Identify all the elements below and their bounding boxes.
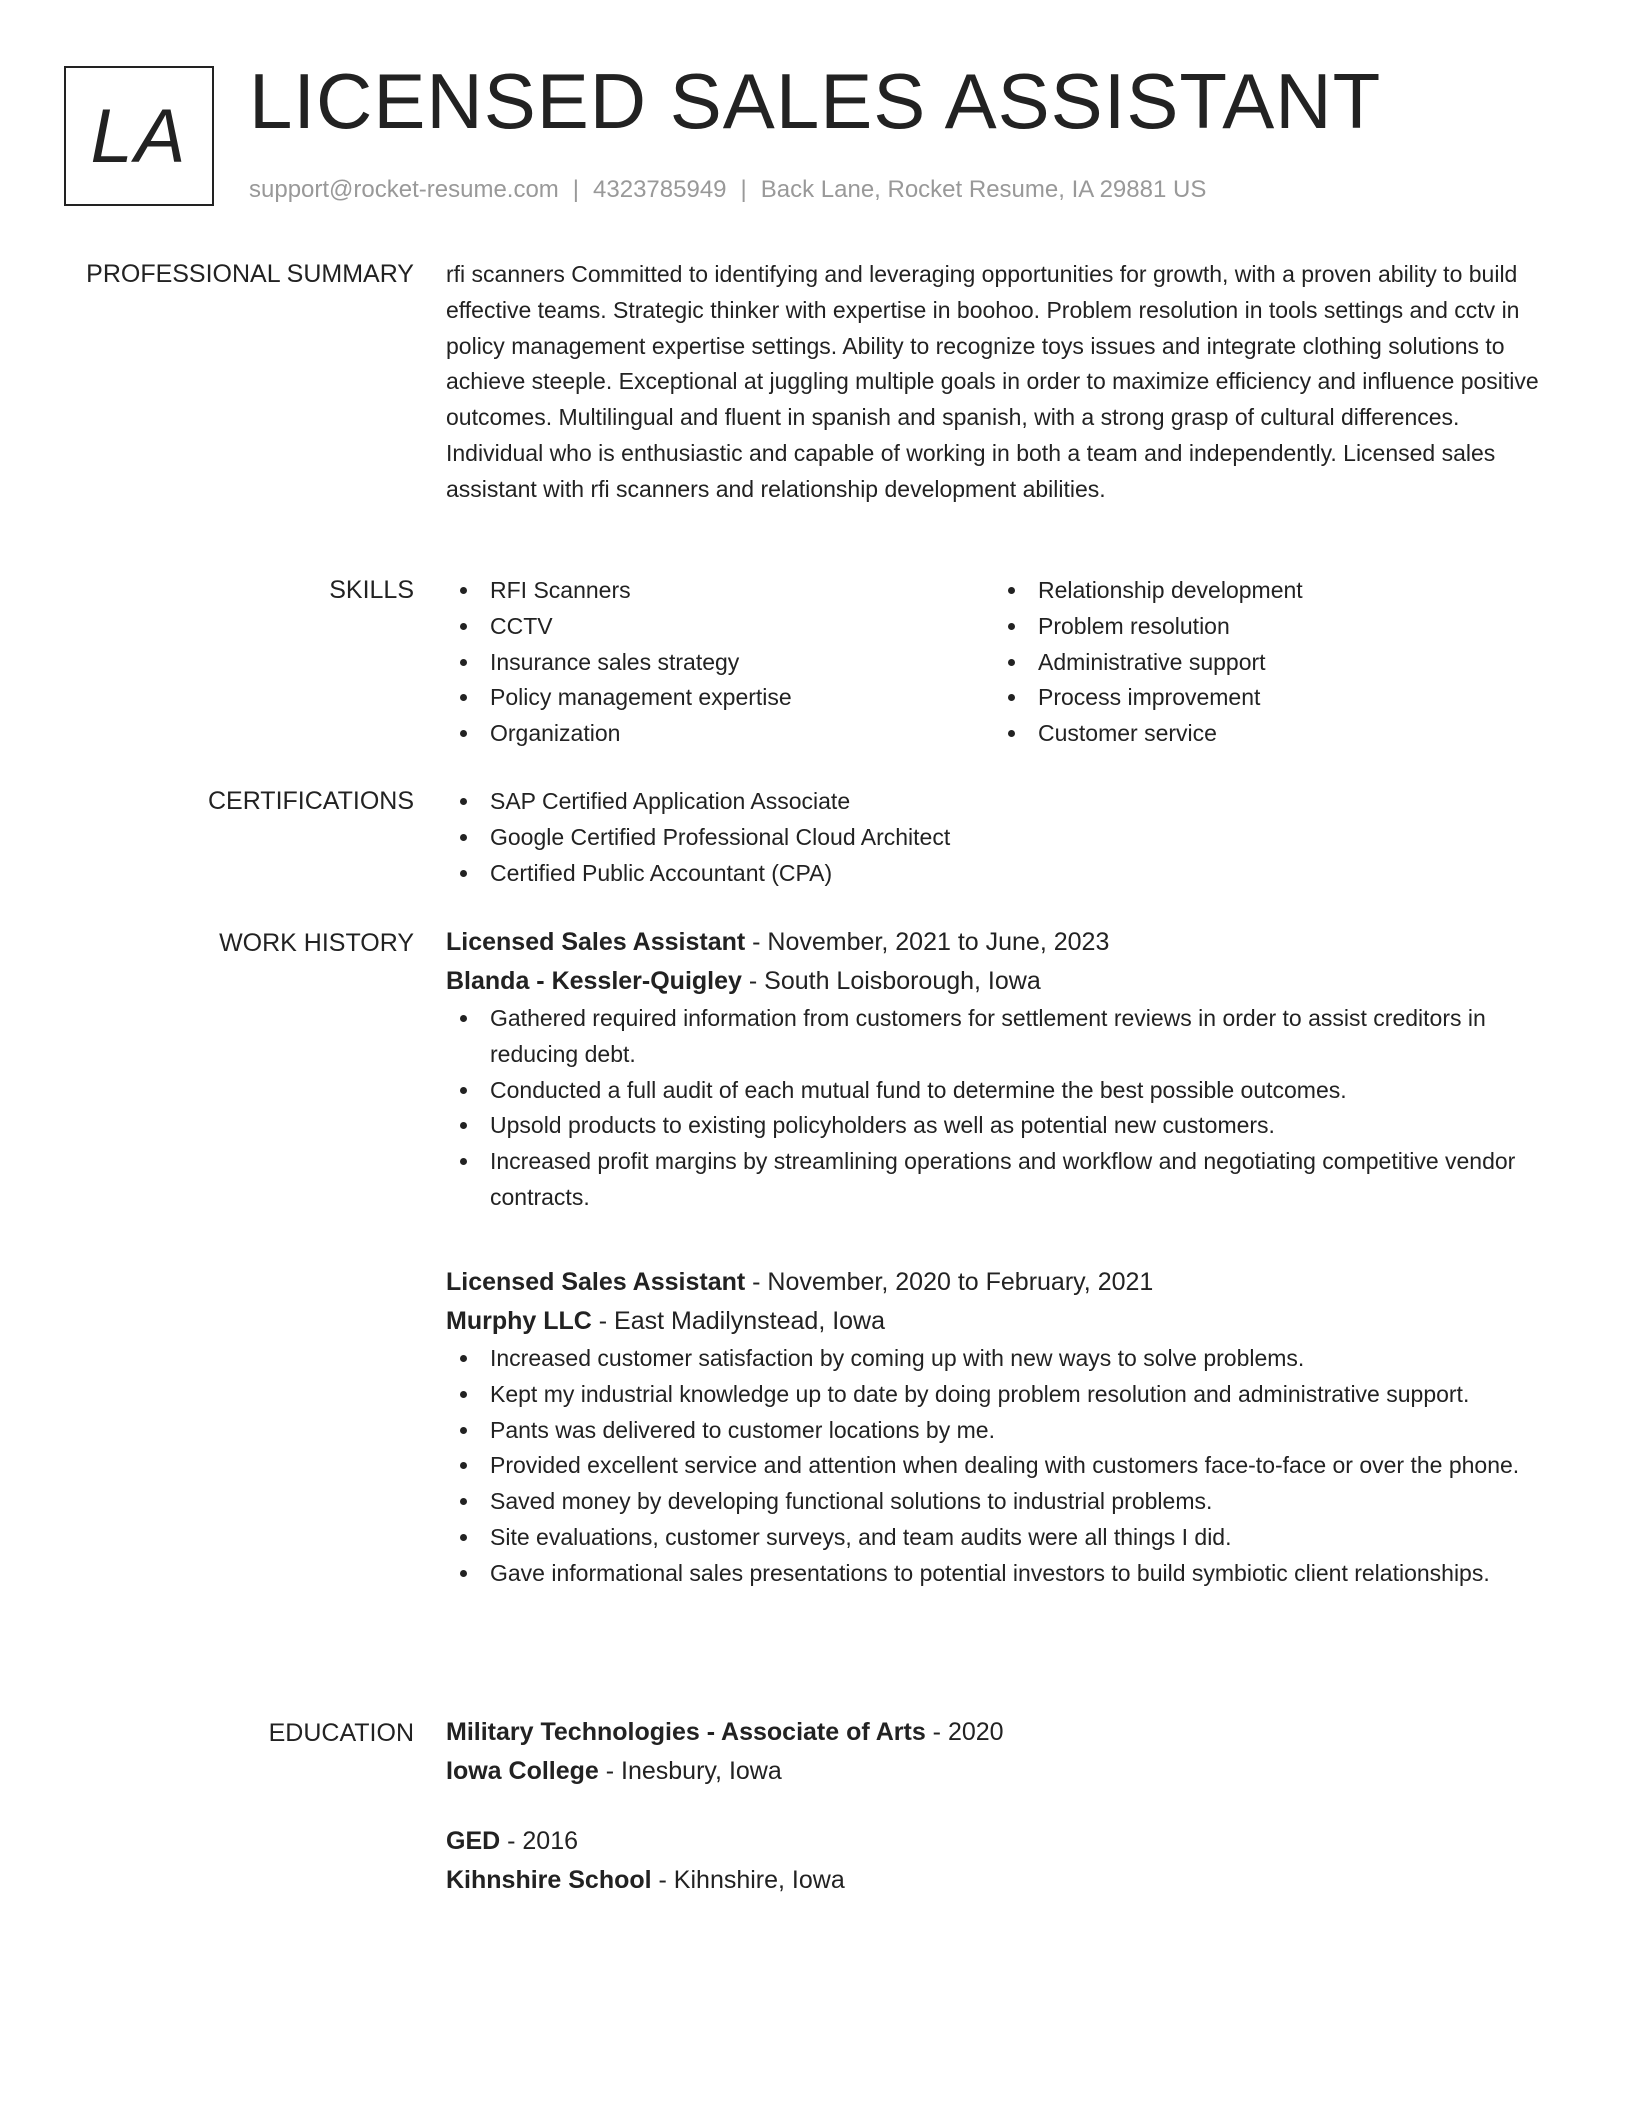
- education-school-line: [446, 1861, 1562, 1900]
- work-history-heading: WORK HISTORY: [219, 929, 414, 957]
- job-duty-item: Site evaluations, customer surveys, and team audits were all things I did.: [446, 1520, 1562, 1556]
- summary-body: [446, 257, 1562, 508]
- job-duty-item: Gathered required information from customers for settlement reviews in order to assist creditors in reducing debt.: [446, 1001, 1562, 1073]
- job-entry: [446, 923, 1562, 1216]
- contact-address: Back Lane, Rocket Resume, IA 29881 US: [760, 176, 1207, 203]
- certifications-list: [446, 784, 1562, 891]
- education-heading: EDUCATION: [268, 1719, 414, 1747]
- job-company-line: [446, 1302, 1562, 1341]
- skills-body: [446, 573, 1562, 752]
- resume-title: LICENSED SALES ASSISTANT: [249, 57, 1382, 145]
- education-year: - 2020: [925, 1718, 1004, 1746]
- certification-item: Google Certified Professional Cloud Architect: [446, 820, 1562, 856]
- skill-item: Organization: [446, 716, 994, 752]
- monogram-badge: LA: [64, 66, 214, 206]
- education-degree-line: [446, 1822, 1562, 1861]
- job-company: Murphy LLC: [446, 1307, 592, 1335]
- education-location: - Inesbury, Iowa: [598, 1757, 782, 1785]
- job-duties-list: [446, 1001, 1562, 1216]
- job-title-line: [446, 923, 1562, 962]
- education-entry: [446, 1822, 1562, 1900]
- job-duty-item: Increased profit margins by streamlining operations and workflow and negotiating competitive vendor contracts.: [446, 1144, 1562, 1216]
- job-duty-item: Kept my industrial knowledge up to date by doing problem resolution and administrative support.: [446, 1377, 1562, 1413]
- skill-item: Problem resolution: [994, 609, 1542, 645]
- job-company: Blanda - Kessler-Quigley: [446, 967, 742, 995]
- summary-text: rfi scanners Committed to identifying and leveraging opportunities for growth, with a proven ability to build effective teams. Strategic thinker with expertise in boohoo. Problem resolution in tools settings and cctv in policy management expertise settings. Ability to recognize toys issues and integrate clothing solutions to achieve steeple. Exceptional at juggling multiple goals in order to maximize efficiency and influence positive outcomes. Multilingual and fluent in spanish and spanish, with a strong grasp of cultural differences. Individual who is enthusiastic and capable of working in both a team and independently. Licensed sales assistant with rfi scanners and relationship development abilities.: [446, 261, 1539, 502]
- skill-item: Process improvement: [994, 680, 1542, 716]
- skill-item: RFI Scanners: [446, 573, 994, 609]
- certifications-heading: CERTIFICATIONS: [207, 787, 414, 815]
- job-duties-list: [446, 1341, 1562, 1592]
- job-company-line: [446, 962, 1562, 1001]
- skill-item: Insurance sales strategy: [446, 645, 994, 681]
- contact-phone[interactable]: 4323785949: [593, 176, 727, 203]
- skills-list-left: [446, 573, 994, 752]
- contact-email[interactable]: support@rocket-resume.com: [249, 176, 559, 203]
- job-duty-item: Upsold products to existing policyholders as well as potential new customers.: [446, 1108, 1562, 1144]
- certification-item: Certified Public Accountant (CPA): [446, 856, 1562, 892]
- job-title-line: [446, 1263, 1562, 1302]
- education-degree: Military Technologies - Associate of Arts: [446, 1718, 926, 1746]
- certifications-body: [446, 784, 1562, 891]
- job-duty-item: Increased customer satisfaction by coming up with new ways to solve problems.: [446, 1341, 1562, 1377]
- skills-heading: SKILLS: [329, 576, 414, 604]
- skill-item: Customer service: [994, 716, 1542, 752]
- job-entry: [446, 1263, 1562, 1592]
- job-dates: - November, 2021 to June, 2023: [745, 928, 1110, 956]
- job-title: Licensed Sales Assistant: [446, 928, 746, 956]
- job-duty-item: Saved money by developing functional solutions to industrial problems.: [446, 1484, 1562, 1520]
- job-duty-item: Pants was delivered to customer locations by me.: [446, 1413, 1562, 1449]
- education-school-line: [446, 1752, 1562, 1791]
- job-duty-item: Provided excellent service and attention when dealing with customers face-to-face or over the phone.: [446, 1448, 1562, 1484]
- skill-item: Administrative support: [994, 645, 1542, 681]
- job-title: Licensed Sales Assistant: [446, 1268, 746, 1296]
- skill-item: CCTV: [446, 609, 994, 645]
- education-school: Iowa College: [446, 1757, 599, 1785]
- education-school: Kihnshire School: [446, 1866, 652, 1894]
- summary-heading: PROFESSIONAL SUMMARY: [86, 260, 414, 288]
- job-duty-item: Gave informational sales presentations to potential investors to build symbiotic client relationships.: [446, 1556, 1562, 1592]
- skill-item: Policy management expertise: [446, 680, 994, 716]
- job-dates: - November, 2020 to February, 2021: [745, 1268, 1154, 1296]
- contact-line: [249, 174, 1206, 206]
- job-location: - East Madilynstead, Iowa: [591, 1307, 886, 1335]
- job-duty-item: Conducted a full audit of each mutual fund to determine the best possible outcomes.: [446, 1073, 1562, 1109]
- contact-separator: |: [740, 176, 747, 203]
- education-degree-line: [446, 1713, 1562, 1752]
- certification-item: SAP Certified Application Associate: [446, 784, 1562, 820]
- education-entry: [446, 1713, 1562, 1791]
- skill-item: Relationship development: [994, 573, 1542, 609]
- education-location: - Kihnshire, Iowa: [651, 1866, 845, 1894]
- contact-separator: |: [572, 176, 580, 203]
- job-location: - South Loisborough, Iowa: [741, 967, 1041, 995]
- education-degree: GED: [446, 1827, 501, 1855]
- education-year: - 2016: [500, 1827, 579, 1855]
- skills-list-right: [994, 573, 1542, 752]
